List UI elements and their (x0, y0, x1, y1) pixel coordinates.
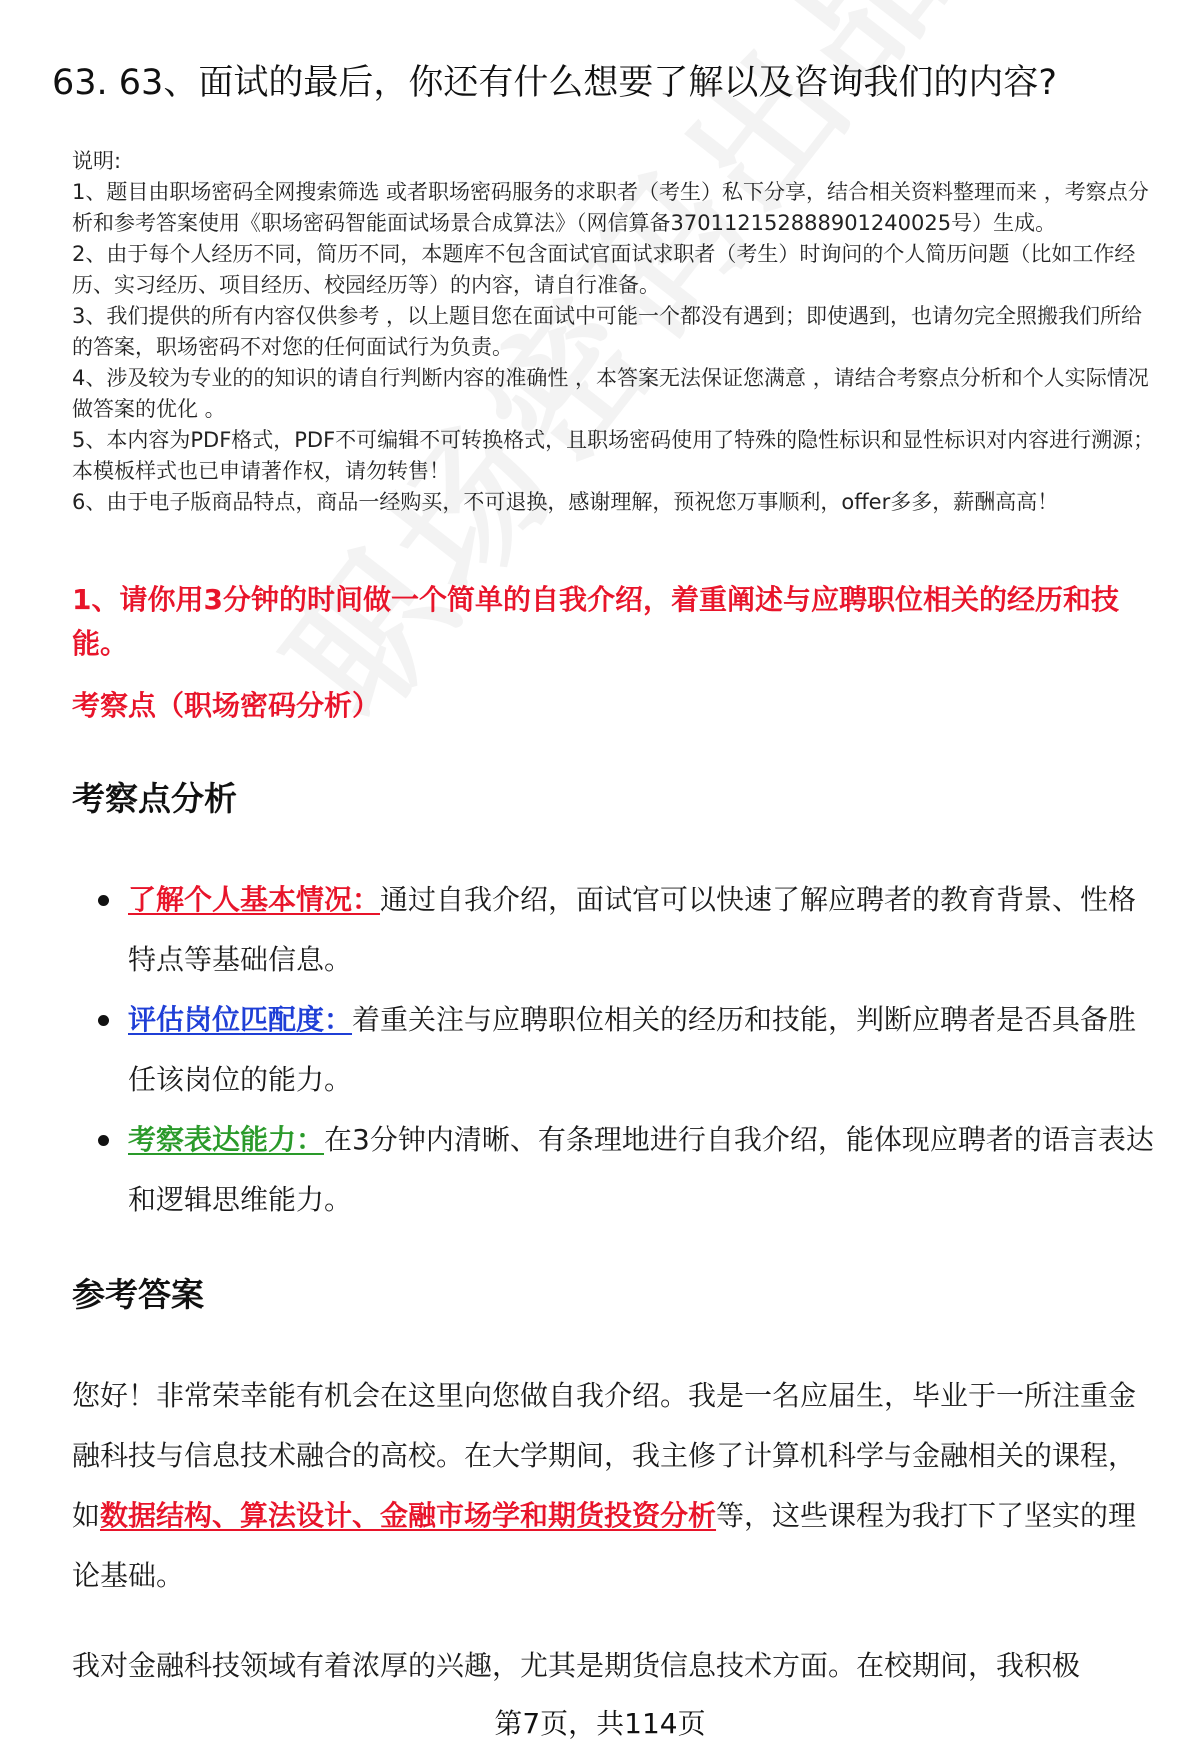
analysis-item (72, 1110, 1162, 1230)
notice-block (72, 146, 1162, 518)
answer-paragraph: 我对金融科技领域有着浓厚的兴趣，尤其是期货信息技术方面。在校期间，我积极 (72, 1649, 1081, 1682)
notice-item: 3、我们提供的所有内容仅供参考 ，以上题目您在面试中可能一个都没有遇到；即使遇到，也请勿完全照搬我们所给的答案，职场密码不对您的任何面试行为负责。 (72, 304, 1143, 359)
analysis-item-key: 了解个人基本情况： (128, 883, 381, 916)
notice-item: 5、本内容为PDF格式，PDF不可编辑不可转换格式，且职场密码使用了特殊的隐性标识和显性标识对内容进行溯源；本模板样式也已申请著作权，请勿转售！ (72, 428, 1155, 483)
question-heading: 1、请你用3分钟的时间做一个简单的自我介绍，着重阐述与应聘职位相关的经历和技能。 (72, 583, 1119, 660)
bullet-dot-icon (98, 895, 109, 906)
answer-paragraph (72, 1366, 1162, 1606)
analysis-heading: 考察点分析 (72, 779, 237, 818)
analysis-item-text: 通过自我介绍，面试官可以快速了解应聘者的教育背景、性格特点等基础信息。 (128, 883, 1137, 976)
answer-heading: 参考答案 (72, 1275, 204, 1314)
analysis-item-text: 在3分钟内清晰、有条理地进行自我介绍，能体现应聘者的语言表达和逻辑思维能力。 (128, 1123, 1154, 1216)
notice-item: 2、由于每个人经历不同，简历不同，本题库不包含面试官面试求职者（考生）时询问的个人简历问题（比如工作经历、实习经历、项目经历、校园经历等）的内容，请自行准备。 (72, 242, 1136, 297)
page-title: 63. 63、面试的最后，你还有什么想要了解以及咨询我们的内容? (52, 63, 1057, 103)
analysis-item (72, 990, 1162, 1110)
key-points-label: 考察点（职场密码分析） (72, 689, 381, 722)
answer-text: 您好！非常荣幸能有机会在这里向您做自我介绍。我是一名应届生，毕业于一所注重金融科技与信息技术融合的高校。在大学期间，我主修了计算机科学与金融相关的课程，如 (72, 1379, 1137, 1532)
bullet-dot-icon (98, 1135, 109, 1146)
analysis-item-text: 着重关注与应聘职位相关的经历和技能，判断应聘者是否具备胜任该岗位的能力。 (128, 1003, 1137, 1096)
analysis-list (72, 870, 1162, 1230)
answer-highlight: 数据结构、算法设计、金融市场学和期货投资分析 (100, 1499, 717, 1532)
answer-text: 等，这些课程为我打下了坚实的理论基础。 (72, 1499, 1137, 1592)
analysis-item (72, 870, 1162, 990)
bullet-dot-icon (98, 1015, 109, 1026)
notice-item: 1、题目由职场密码全网搜索筛选 或者职场密码服务的求职者（考生）私下分享，结合相关资料整理而来 ，考察点分析和参考答案使用《职场密码智能面试场景合成算法》（网信算备370112152888901240025号）生成。 (72, 180, 1149, 235)
analysis-item-key: 评估岗位匹配度： (128, 1003, 353, 1036)
notice-item: 6、由于电子版商品特点，商品一经购买，不可退换，感谢理解，预祝您万事顺利，offer多多，薪酬高高！ (72, 490, 1059, 514)
analysis-item-key: 考察表达能力： (128, 1123, 325, 1156)
notice-heading: 说明: (72, 149, 122, 173)
notice-item: 4、涉及较为专业的的知识的请自行判断内容的准确性 ，本答案无法保证您满意 ，请结合考察点分析和个人实际情况做答案的优化 。 (72, 366, 1149, 421)
page-number: 第7页，共114页 (494, 1707, 706, 1740)
